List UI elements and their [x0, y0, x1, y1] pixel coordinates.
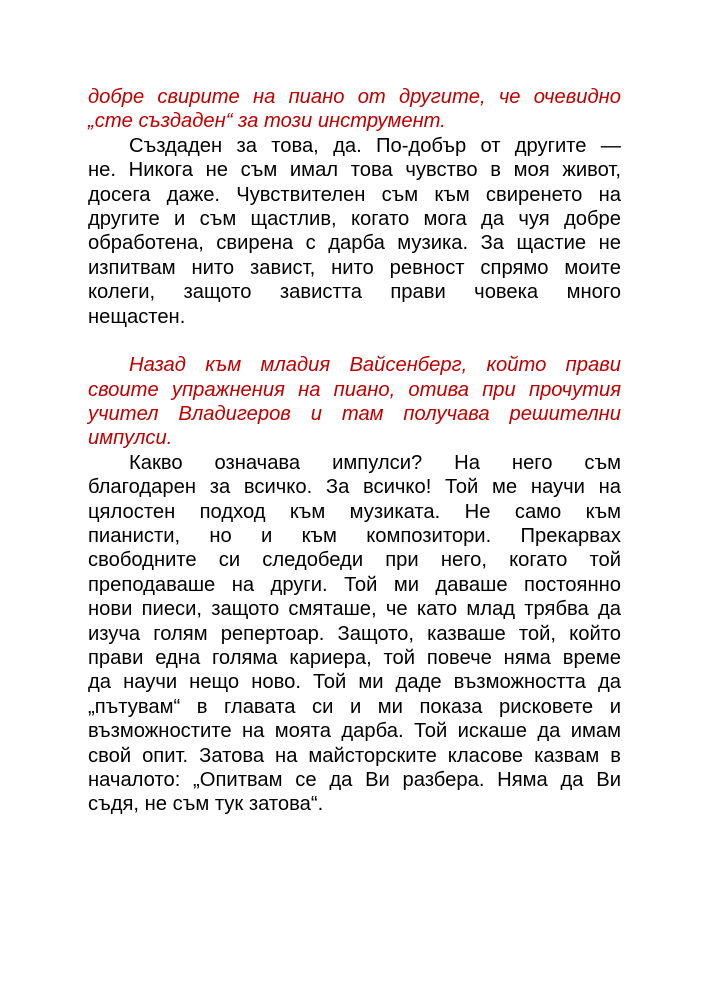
answer-line: нови пиеси, защото смяташе, че като млад трябва да: [88, 598, 621, 621]
answer-line: Създаден за това, да. По-добър от другите —: [129, 134, 621, 157]
answer-line: да научи нещо ново. Той ми даде възможността да: [88, 671, 621, 694]
answer-line: досега даже. Чувствителен съм към свиренето на: [88, 183, 621, 206]
question-2: [88, 353, 621, 451]
answer-line: „пътувам“ в главата си и ми показа рисковете и: [88, 695, 621, 718]
answer-line: цялостен подход към музиката. Не само към: [88, 500, 621, 523]
answer-line: колеги, защото завистта прави човека много: [88, 281, 621, 304]
answer-line: благодарен за всичко. За всичко! Той ме научи на: [88, 476, 621, 499]
paragraph-gap: [88, 329, 621, 353]
answer-line: изпитвам нито завист, нито ревност спрямо моите: [88, 256, 621, 279]
answer-1: [88, 134, 621, 329]
question-line: импулси.: [88, 427, 173, 450]
document-page: [88, 85, 621, 817]
answer-line: Какво означава импулси? На него съм: [129, 451, 621, 474]
answer-line: възможностите на моята дарба. Той искаше да имам: [88, 720, 621, 743]
question-line: Назад към младия Вайсенберг, който прави: [129, 354, 621, 377]
answer-line: не. Никога не съм имал това чувство в моя живот,: [88, 159, 621, 182]
question-line: учител Владигеров и там получава решителни: [88, 403, 621, 426]
answer-line: свободните си следобеди при него, когато той: [88, 549, 621, 572]
answer-line: прави една голяма кариера, той повече няма време: [88, 646, 621, 669]
answer-line: съдя, не съм тук затова“.: [88, 793, 324, 816]
answer-line: преподаваше на други. Той ми даваше постоянно: [88, 573, 621, 596]
answer-line: началото: „Опитвам се да Ви разбера. Няма да Ви: [88, 768, 621, 791]
answer-line: пианисти, но и към композитори. Прекарвах: [88, 525, 621, 548]
answer-line: изуча голям репертоар. Защото, казваше той, който: [88, 622, 621, 645]
answer-2: [88, 451, 621, 817]
question-line: своите упражнения на пиано, отива при прочутия: [88, 378, 621, 401]
answer-line: другите и съм щастлив, когато мога да чуя добре: [88, 207, 621, 230]
answer-line: обработена, свирена с дарба музика. За щастие не: [88, 232, 621, 255]
question-line: добре свирите на пиано от другите, че очевидно: [88, 86, 621, 108]
answer-line: свой опит. Затова на майсторските класове казвам в: [88, 744, 621, 767]
answer-line: нещастен.: [88, 305, 186, 328]
question-1: [88, 85, 621, 134]
question-line: „сте създаден“ за този инструмент.: [88, 110, 446, 133]
